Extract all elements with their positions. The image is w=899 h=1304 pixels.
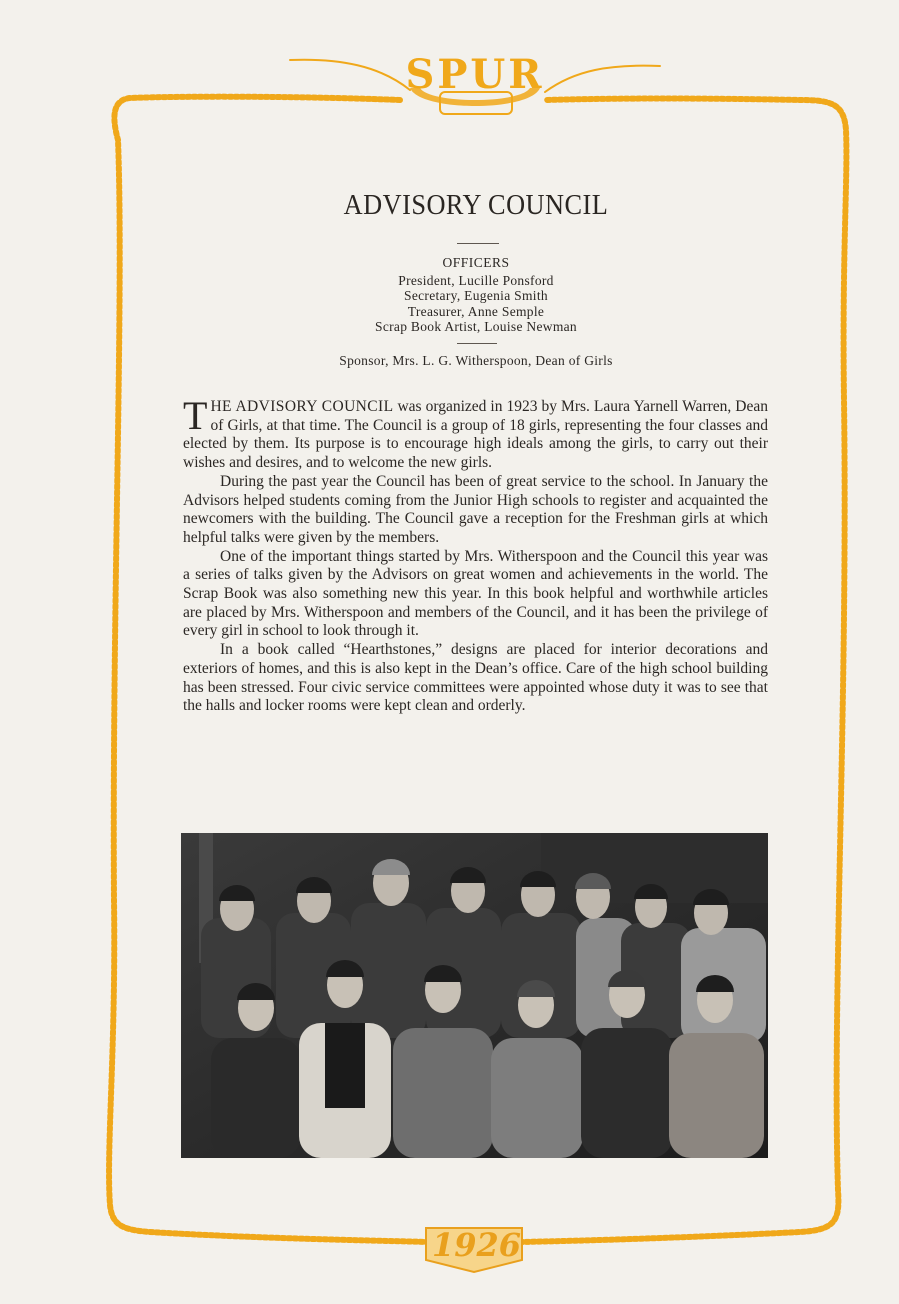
lead-in: HE ADVISORY COUNCIL bbox=[210, 398, 394, 415]
paragraph-1-text: was organized in 1923 by Mrs. Laura Yarnell Warren, Dean of Girls, at that time. The Council is a group of 18 girls, representing the four classes and elected by them. Its purpose is to encourage high ideals among the girls, to carry out their wishes and desires, and to welcome the new girls. bbox=[183, 398, 768, 472]
group-photograph bbox=[181, 833, 768, 1158]
officer-line: Secretary, Eugenia Smith bbox=[404, 288, 548, 303]
drop-cap: T bbox=[183, 393, 208, 438]
group-photo-illustration bbox=[181, 833, 768, 1158]
officer-line: Treasurer, Anne Semple bbox=[407, 303, 545, 319]
officers-heading: OFFICERS bbox=[442, 255, 510, 270]
page-title: ADVISORY COUNCIL bbox=[343, 190, 609, 221]
footer-year-plaque: 1926 bbox=[432, 1226, 522, 1264]
paragraph-2: During the past year the Council has been of great service to the school. In January the Advisors helped students coming from the Junior High schools to register and acquainted the newcomers with the building. The Council gave a reception for the Freshman girls at which helpful talks were given by the members. bbox=[183, 472, 768, 546]
officer-line: President, Lucille Ponsford bbox=[398, 272, 554, 288]
header-logo bbox=[395, 50, 555, 100]
officer-line: Scrap Book Artist, Louise Newman bbox=[375, 319, 577, 334]
spur-logo-text: SPUR bbox=[405, 51, 545, 98]
paragraph-4: In a book called “Hearthstones,” designs are placed for interior decorations and exteriors of homes, and this is also kept in the Dean’s office. Care of the high school building has been stressed. Four civic service committees were appointed whose duty it was to see that the halls and locker rooms were kept clean and orderly. bbox=[183, 641, 768, 715]
officers-section bbox=[0, 255, 899, 335]
sponsor-line: Sponsor, Mrs. L. G. Witherspoon, Dean of Girls bbox=[339, 353, 613, 368]
title-divider bbox=[457, 243, 499, 244]
paragraph-1 bbox=[183, 393, 768, 473]
article-body bbox=[183, 393, 768, 716]
paragraph-3: One of the important things started by Mrs. Witherspoon and the Council this year was a series of talks given by the Advisors on great women and achievements in the world. The Scrap Book was also something new this year. In this book helpful and worthwhile articles are placed by Mrs. Witherspoon and members of the Council, and it has been the privilege of every girl in school to look through it. bbox=[183, 547, 768, 640]
officers-divider bbox=[457, 343, 497, 344]
